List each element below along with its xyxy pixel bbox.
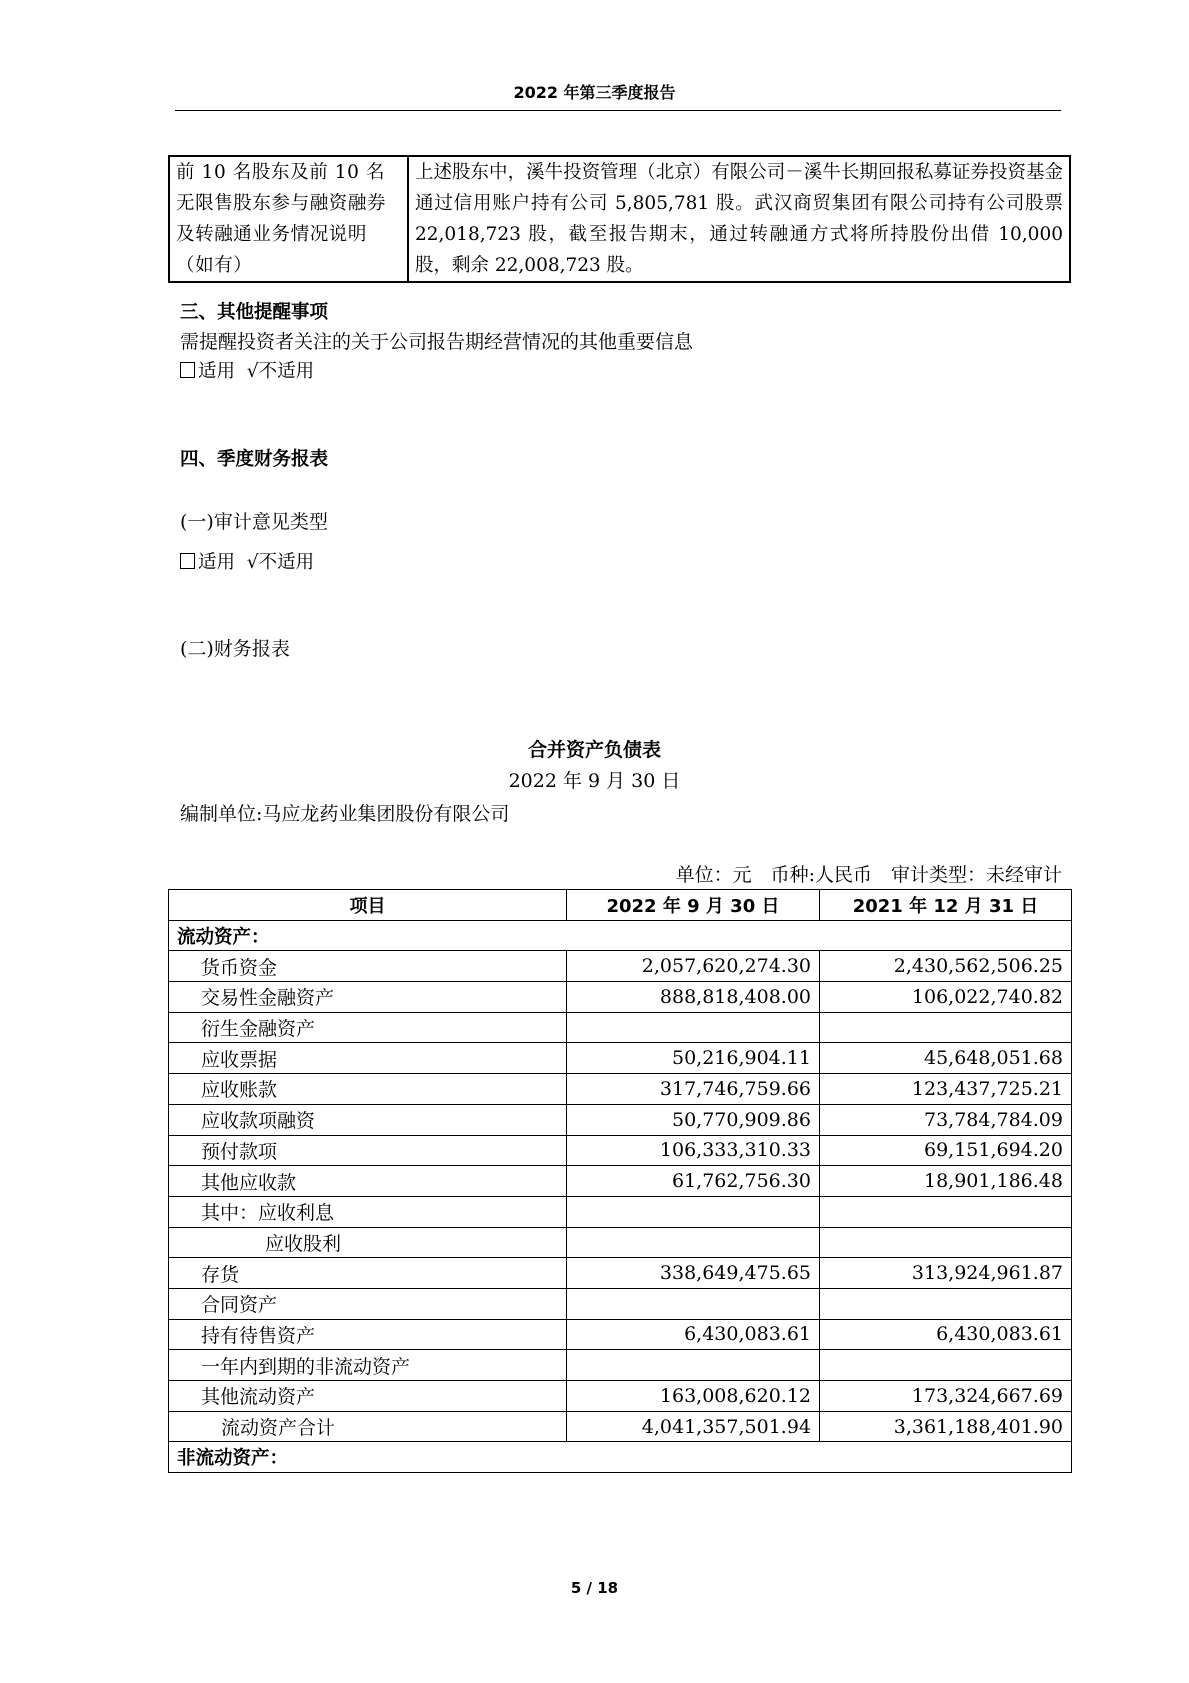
table-row bbox=[169, 982, 1072, 1013]
row-item: 货币资金 bbox=[169, 951, 567, 982]
row-current-value bbox=[567, 1227, 820, 1258]
row-item: 应收股利 bbox=[169, 1227, 567, 1258]
table-row bbox=[169, 1258, 1072, 1289]
not-applicable-label: √不适用 bbox=[246, 361, 315, 382]
applicable-label: 适用 bbox=[198, 361, 236, 382]
table-row bbox=[169, 951, 1072, 982]
row-current-value: 4,041,357,501.94 bbox=[567, 1411, 820, 1442]
row-prior-value: 313,924,961.87 bbox=[820, 1258, 1072, 1289]
row-prior-value: 123,437,725.21 bbox=[820, 1074, 1072, 1105]
currency-audit-info: 单位：元 币种:人民币 审计类型：未经审计 bbox=[675, 864, 1062, 886]
section-reminder-text: 需提醒投资者关注的关于公司报告期经营情况的其他重要信息 bbox=[180, 331, 694, 353]
applicable-label: 适用 bbox=[198, 552, 236, 573]
audit-opinion-heading: (一)审计意见类型 bbox=[180, 511, 328, 533]
row-current-value: 6,430,083.61 bbox=[567, 1319, 820, 1350]
table-row bbox=[169, 1012, 1072, 1043]
row-prior-value: 18,901,186.48 bbox=[820, 1166, 1072, 1197]
note-label-cell: 前 10 名股东及前 10 名无限售股东参与融资融券及转融通业务情况说明（如有） bbox=[169, 156, 408, 282]
row-prior-value bbox=[820, 1288, 1072, 1319]
page-number: 5 / 18 bbox=[570, 1579, 619, 1597]
shareholder-margin-note-table bbox=[168, 155, 1071, 283]
row-prior-value bbox=[820, 1196, 1072, 1227]
table-row bbox=[169, 1227, 1072, 1258]
row-item: 衍生金融资产 bbox=[169, 1012, 567, 1043]
table-row bbox=[169, 1381, 1072, 1412]
row-current-value bbox=[567, 1012, 820, 1043]
section-heading-other-reminders: 三、其他提醒事项 bbox=[180, 302, 329, 323]
table-row bbox=[169, 1288, 1072, 1319]
table-row bbox=[169, 1350, 1072, 1381]
row-item: 其中：应收利息 bbox=[169, 1196, 567, 1227]
audit-applicability bbox=[180, 549, 314, 577]
table-row bbox=[169, 1104, 1072, 1135]
table-row bbox=[169, 1442, 1072, 1473]
row-current-value bbox=[567, 1288, 820, 1319]
balance-sheet-table bbox=[168, 889, 1072, 1473]
row-item: 一年内到期的非流动资产 bbox=[169, 1350, 567, 1381]
note-text-cell: 上述股东中，溪牛投资管理（北京）有限公司－溪牛长期回报私募证券投资基金通过信用账户持有公司 5,805,781 股。武汉商贸集团有限公司持有公司股票 22,018,723 股，截至报告期末，通过转融通方式将所持股份出借 10,000 股，剩余 22,008,723 股。 bbox=[408, 156, 1070, 282]
row-prior-value: 106,022,740.82 bbox=[820, 982, 1072, 1013]
row-item: 合同资产 bbox=[169, 1288, 567, 1319]
table-row bbox=[169, 1196, 1072, 1227]
column-header-prior: 2021 年 12 月 31 日 bbox=[820, 890, 1072, 921]
row-item: 存货 bbox=[169, 1258, 567, 1289]
row-prior-value: 3,361,188,401.90 bbox=[820, 1411, 1072, 1442]
balance-sheet-title: 合并资产负债表 bbox=[527, 739, 661, 761]
row-current-value: 163,008,620.12 bbox=[567, 1381, 820, 1412]
row-prior-value: 173,324,667.69 bbox=[820, 1381, 1072, 1412]
row-prior-value: 73,784,784.09 bbox=[820, 1104, 1072, 1135]
column-header-item: 项目 bbox=[169, 890, 567, 921]
row-prior-value: 6,430,083.61 bbox=[820, 1319, 1072, 1350]
row-item-subtotal: 流动资产合计 bbox=[169, 1411, 567, 1442]
row-item: 其他应收款 bbox=[169, 1166, 567, 1197]
section-heading-financial-statements: 四、季度财务报表 bbox=[180, 449, 329, 470]
row-prior-value: 45,648,051.68 bbox=[820, 1043, 1072, 1074]
row-prior-value: 69,151,694.20 bbox=[820, 1135, 1072, 1166]
row-current-value: 888,818,408.00 bbox=[567, 982, 820, 1013]
table-row bbox=[169, 1411, 1072, 1442]
row-current-value: 2,057,620,274.30 bbox=[567, 951, 820, 982]
table-row bbox=[169, 1319, 1072, 1350]
row-prior-value bbox=[820, 1350, 1072, 1381]
statements-heading: (二)财务报表 bbox=[180, 638, 290, 660]
reminder-applicability bbox=[180, 358, 314, 386]
row-item: 持有待售资产 bbox=[169, 1319, 567, 1350]
table-row bbox=[169, 1135, 1072, 1166]
row-prior-value bbox=[820, 1227, 1072, 1258]
row-current-value: 50,770,909.86 bbox=[567, 1104, 820, 1135]
checkbox-icon bbox=[180, 553, 195, 569]
table-row bbox=[169, 156, 1070, 282]
section-label-non-current-assets: 非流动资产： bbox=[169, 1442, 1072, 1473]
section-label-current-assets: 流动资产： bbox=[169, 920, 1072, 951]
row-item: 其他流动资产 bbox=[169, 1381, 567, 1412]
header-divider bbox=[175, 110, 1061, 111]
row-current-value: 317,746,759.66 bbox=[567, 1074, 820, 1105]
not-applicable-label: √不适用 bbox=[246, 552, 315, 573]
row-current-value: 50,216,904.11 bbox=[567, 1043, 820, 1074]
row-prior-value: 2,430,562,506.25 bbox=[820, 951, 1072, 982]
table-header-row bbox=[169, 890, 1072, 921]
column-header-current: 2022 年 9 月 30 日 bbox=[567, 890, 820, 921]
row-prior-value bbox=[820, 1012, 1072, 1043]
table-row bbox=[169, 1074, 1072, 1105]
checkbox-icon bbox=[180, 362, 195, 378]
table-row bbox=[169, 920, 1072, 951]
preparing-entity: 编制单位:马应龙药业集团股份有限公司 bbox=[180, 803, 510, 825]
balance-sheet-date: 2022 年 9 月 30 日 bbox=[508, 770, 681, 792]
row-item: 交易性金融资产 bbox=[169, 982, 567, 1013]
row-current-value: 61,762,756.30 bbox=[567, 1166, 820, 1197]
row-item: 预付款项 bbox=[169, 1135, 567, 1166]
row-current-value bbox=[567, 1350, 820, 1381]
row-item: 应收票据 bbox=[169, 1043, 567, 1074]
row-current-value: 106,333,310.33 bbox=[567, 1135, 820, 1166]
row-current-value bbox=[567, 1196, 820, 1227]
row-current-value: 338,649,475.65 bbox=[567, 1258, 820, 1289]
table-row bbox=[169, 1043, 1072, 1074]
report-header-title: 2022 年第三季度报告 bbox=[513, 83, 676, 102]
row-item: 应收账款 bbox=[169, 1074, 567, 1105]
row-item: 应收款项融资 bbox=[169, 1104, 567, 1135]
table-row bbox=[169, 1166, 1072, 1197]
